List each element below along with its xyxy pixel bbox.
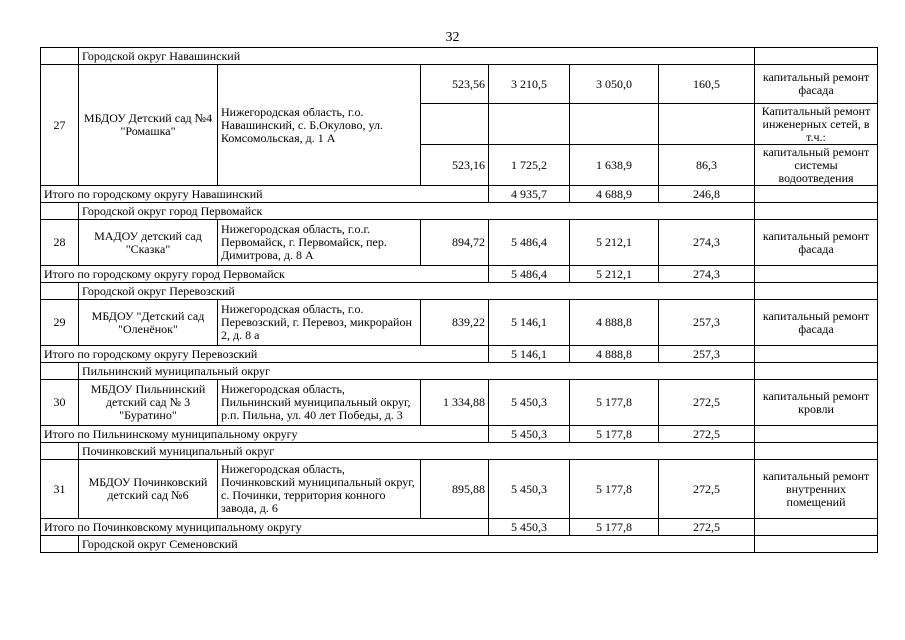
total-cell: 4 935,7 bbox=[489, 186, 570, 203]
table-row bbox=[41, 460, 878, 519]
total-cell: 5 450,3 bbox=[489, 519, 570, 536]
fund-cell bbox=[570, 104, 659, 145]
total-cell: 5 146,1 bbox=[489, 300, 570, 346]
table-row bbox=[41, 380, 878, 426]
total-cell bbox=[489, 104, 570, 145]
area-cell: 523,16 bbox=[421, 145, 489, 186]
institution-address: Нижегородская область, г.о. Навашинский, с. Б.Окулово, ул. Комсомольская, д. 1 А bbox=[218, 65, 421, 186]
table-row bbox=[41, 300, 878, 346]
cofin-cell: 272,5 bbox=[659, 380, 755, 426]
total-cell: 5 486,4 bbox=[489, 220, 570, 266]
section-header-row bbox=[41, 48, 878, 65]
total-row bbox=[41, 266, 878, 283]
cofin-cell: 246,8 bbox=[659, 186, 755, 203]
section-header: Городской округ Перевозский bbox=[79, 283, 755, 300]
fund-cell: 5 177,8 bbox=[570, 519, 659, 536]
fund-cell: 3 050,0 bbox=[570, 65, 659, 104]
fund-cell: 4 888,8 bbox=[570, 346, 659, 363]
total-cell: 5 486,4 bbox=[489, 266, 570, 283]
institution-address: Нижегородская область, г.о.г. Первомайск, г. Первомайск, пер. Димитрова, д. 8 А bbox=[218, 220, 421, 266]
work-type-cell: капитальный ремонт фасада bbox=[755, 65, 878, 104]
cofin-cell: 86,3 bbox=[659, 145, 755, 186]
section-header: Пильнинский муниципальный округ bbox=[79, 363, 755, 380]
institution-name: МБДОУ "Детский сад "Оленёнок" bbox=[79, 300, 218, 346]
area-cell: 1 334,88 bbox=[421, 380, 489, 426]
row-number: 28 bbox=[41, 220, 79, 266]
cofin-cell: 257,3 bbox=[659, 346, 755, 363]
section-header-row bbox=[41, 443, 878, 460]
table-row bbox=[41, 220, 878, 266]
total-cell: 5 450,3 bbox=[489, 380, 570, 426]
fund-cell: 5 177,8 bbox=[570, 380, 659, 426]
repair-table bbox=[40, 47, 878, 553]
area-cell: 894,72 bbox=[421, 220, 489, 266]
total-row bbox=[41, 519, 878, 536]
institution-address: Нижегородская область, Починковский муниципальный округ, с. Починки, территория конного завода, д. 6 bbox=[218, 460, 421, 519]
cofin-cell: 274,3 bbox=[659, 220, 755, 266]
fund-cell: 4 888,8 bbox=[570, 300, 659, 346]
row-number: 27 bbox=[41, 65, 79, 186]
total-label: Итого по Починковскому муниципальному округу bbox=[41, 519, 489, 536]
total-label: Итого по городскому округу город Первомайск bbox=[41, 266, 489, 283]
area-cell: 839,22 bbox=[421, 300, 489, 346]
area-cell: 523,56 bbox=[421, 65, 489, 104]
total-label: Итого по Пильнинскому муниципальному округу bbox=[41, 426, 489, 443]
cofin-cell: 274,3 bbox=[659, 266, 755, 283]
section-header: Городской округ город Первомайск bbox=[79, 203, 755, 220]
section-header-row bbox=[41, 536, 878, 553]
row-number: 30 bbox=[41, 380, 79, 426]
section-header-row bbox=[41, 363, 878, 380]
work-type-cell: капитальный ремонт кровли bbox=[755, 380, 878, 426]
area-cell: 895,88 bbox=[421, 460, 489, 519]
institution-address: Нижегородская область, г.о. Перевозский, г. Перевоз, микрорайон 2, д. 8 а bbox=[218, 300, 421, 346]
fund-cell: 5 212,1 bbox=[570, 220, 659, 266]
total-row bbox=[41, 186, 878, 203]
fund-cell: 5 177,8 bbox=[570, 426, 659, 443]
page-number: 32 bbox=[445, 30, 460, 45]
section-header: Городской округ Семеновский bbox=[79, 536, 755, 553]
fund-cell: 1 638,9 bbox=[570, 145, 659, 186]
institution-address: Нижегородская область, Пильнинский муниципальный округ, р.п. Пильна, ул. 40 лет Победы, д. 3 bbox=[218, 380, 421, 426]
cofin-cell: 160,5 bbox=[659, 65, 755, 104]
cofin-cell: 272,5 bbox=[659, 426, 755, 443]
section-header-row bbox=[41, 203, 878, 220]
total-row bbox=[41, 426, 878, 443]
institution-name: МБДОУ Детский сад №4 "Ромашка" bbox=[79, 65, 218, 186]
institution-name: МАДОУ детский сад "Сказка" bbox=[79, 220, 218, 266]
work-type-cell: капитальный ремонт внутренних помещений bbox=[755, 460, 878, 519]
institution-name: МБДОУ Пильнинский детский сад № 3 "Буратино" bbox=[79, 380, 218, 426]
table-row bbox=[41, 65, 878, 104]
row-number: 31 bbox=[41, 460, 79, 519]
total-label: Итого по городскому округу Навашинский bbox=[41, 186, 489, 203]
work-type-cell: капитальный ремонт фасада bbox=[755, 300, 878, 346]
total-cell: 3 210,5 bbox=[489, 65, 570, 104]
cofin-cell: 272,5 bbox=[659, 519, 755, 536]
fund-cell: 5 177,8 bbox=[570, 460, 659, 519]
total-cell: 5 450,3 bbox=[489, 460, 570, 519]
section-header: Починковский муниципальный округ bbox=[79, 443, 755, 460]
total-label: Итого по городскому округу Перевозский bbox=[41, 346, 489, 363]
work-type-cell: капитальный ремонт системы водоотведения bbox=[755, 145, 878, 186]
section-header-row bbox=[41, 283, 878, 300]
fund-cell: 5 212,1 bbox=[570, 266, 659, 283]
institution-name: МБДОУ Починковский детский сад №6 bbox=[79, 460, 218, 519]
section-header: Городской округ Навашинский bbox=[79, 48, 755, 65]
cofin-cell: 257,3 bbox=[659, 300, 755, 346]
cofin-cell bbox=[659, 104, 755, 145]
total-row bbox=[41, 346, 878, 363]
area-cell bbox=[421, 104, 489, 145]
total-cell: 5 146,1 bbox=[489, 346, 570, 363]
cofin-cell: 272,5 bbox=[659, 460, 755, 519]
fund-cell: 4 688,9 bbox=[570, 186, 659, 203]
work-type-cell: Капитальный ремонт инженерных сетей, в т.ч.: bbox=[755, 104, 878, 145]
total-cell: 5 450,3 bbox=[489, 426, 570, 443]
row-number: 29 bbox=[41, 300, 79, 346]
total-cell: 1 725,2 bbox=[489, 145, 570, 186]
work-type-cell: капитальный ремонт фасада bbox=[755, 220, 878, 266]
